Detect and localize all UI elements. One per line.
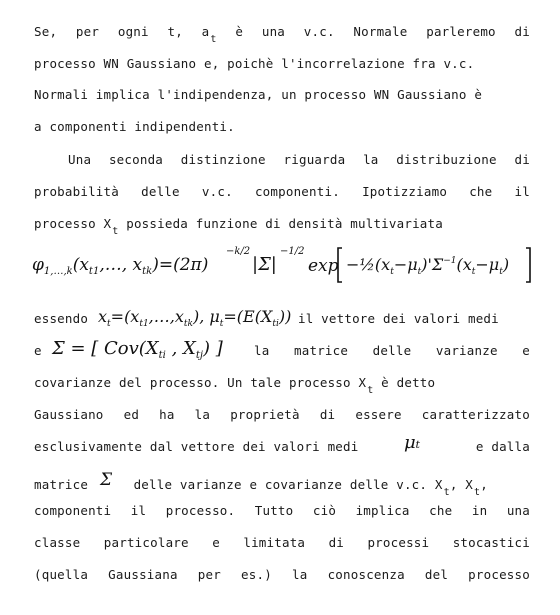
word: la — [292, 567, 308, 582]
text-line-12-pre: esclusivamente dal vettore dei valori medi — [34, 439, 359, 454]
word: stocastici — [452, 535, 530, 550]
text-line-8-post: il vettore dei valori medi — [298, 311, 499, 326]
word: parleremo — [426, 24, 496, 39]
word: Una — [68, 152, 92, 167]
word: per — [75, 24, 100, 39]
word: che — [469, 184, 493, 199]
word: delle — [141, 184, 180, 199]
handwritten-density-formula — [30, 238, 535, 288]
word: in — [471, 503, 488, 518]
word: la — [363, 152, 379, 167]
word: per — [197, 567, 221, 582]
text: processo X — [34, 216, 112, 231]
word: implica — [355, 503, 410, 518]
word: è — [235, 24, 244, 39]
text-line-16 — [34, 567, 530, 583]
text: , X — [449, 477, 474, 492]
svg-text:Σ: Σ — [99, 471, 113, 490]
word: caratterizzato — [421, 407, 530, 422]
word: distinzione — [180, 152, 266, 167]
word: il — [514, 184, 530, 199]
word: distribuzione — [396, 152, 497, 167]
text-line-3: Normali implica l'indipendenza, un processo WN Gaussiano è — [34, 87, 483, 102]
word: limitata — [243, 535, 306, 550]
word: probabilità — [34, 184, 119, 199]
formula-quadratic: $-\frac{1}{2}(x_t-\mu_t)'\Sigma^{-1}(x_t-\mu_t)$ — [346, 255, 510, 277]
word: e — [522, 343, 530, 358]
formula-exp: exp — [308, 256, 339, 276]
text-line-8-pre: essendo — [34, 311, 89, 326]
word: una — [506, 503, 530, 518]
word: seconda — [108, 152, 164, 167]
word: di — [319, 407, 336, 422]
text: delle varianze e covarianze delle v.c. X — [133, 477, 443, 492]
subscript: t — [112, 226, 119, 237]
word: Se, — [34, 24, 58, 39]
word: Tutto — [254, 503, 294, 518]
word: Gaussiana — [108, 567, 178, 582]
formula-det: |Σ| — [252, 254, 277, 275]
word: componenti. — [254, 184, 340, 199]
word: particolare — [103, 535, 189, 550]
subscript: t — [474, 487, 481, 498]
word: Gaussiano — [34, 407, 104, 422]
formula-phi: $\varphi_{1,\dots,k}(x_{t1},\dots$, $x_{tk})=(2\pi)$ — [32, 255, 209, 277]
word: processo. — [165, 503, 236, 518]
word: v.c. — [201, 184, 233, 199]
word: Normale — [353, 24, 408, 39]
word: una — [261, 24, 286, 39]
text-line-13 — [34, 471, 530, 498]
word: proprietà — [230, 407, 300, 422]
text: possieda funzione di densità multivariata — [118, 216, 443, 231]
handwritten-mu — [402, 428, 436, 456]
formula-mu-t: μₜ — [404, 432, 421, 453]
word: la — [254, 343, 270, 358]
text: covarianze del processo. Un tale processo X — [34, 375, 367, 390]
text-line-9-pre: e — [34, 343, 42, 358]
word: varianze — [435, 343, 498, 358]
text-line-12-post: e dalla — [475, 439, 530, 454]
word: ogni — [117, 24, 149, 39]
text-line-2: processo WN Gaussiano e, poichè l'incorrelazione fra v.c. — [34, 56, 475, 71]
text-line-14 — [34, 503, 530, 519]
subscript: t — [210, 34, 217, 45]
text: matrice — [34, 477, 89, 492]
handwritten-covariance-matrix — [50, 328, 240, 364]
text-line-1 — [34, 24, 530, 45]
word: il — [130, 503, 147, 518]
text-line-6 — [34, 184, 530, 200]
text-line-4: a componenti indipendenti. — [34, 119, 235, 134]
word: t, — [167, 24, 183, 39]
handwritten-vector-definition — [96, 298, 306, 332]
word: riguarda — [283, 152, 346, 167]
word: di — [328, 535, 345, 550]
text-line-10 — [34, 375, 530, 396]
word: conoscenza — [327, 567, 405, 582]
word: e — [212, 535, 220, 550]
formula-exp1: −k/2 — [226, 246, 251, 257]
word: es.) — [241, 567, 272, 582]
text-line-5 — [68, 152, 530, 168]
word: processo — [468, 567, 530, 582]
word-a-sub-t — [201, 24, 217, 45]
formula-xt: $x_t=(x_{t1},\dots,x_{tk})$, $\mu_t=(E(X_{ti}))$ — [98, 307, 292, 329]
word: ed — [123, 407, 140, 422]
word: essere — [355, 407, 402, 422]
formula-sigma-cov: Σ = [ $Cov(X_{ti}$ , $X_{tj}$) ] — [52, 338, 223, 361]
text-line-9-post — [254, 343, 530, 359]
word: a — [201, 24, 210, 39]
word: ha — [159, 407, 175, 422]
text-line-7 — [34, 216, 530, 237]
word: la — [194, 407, 211, 422]
word: matrice — [294, 343, 349, 358]
subscript: t — [367, 385, 374, 396]
text: , — [480, 477, 488, 492]
word: Ipotizziamo — [362, 184, 448, 199]
word: del — [424, 567, 449, 582]
subscript: t — [443, 487, 450, 498]
word: delle — [372, 343, 412, 358]
text-line-15 — [34, 535, 530, 551]
word: (quella — [34, 567, 89, 582]
word: v.c. — [303, 24, 335, 39]
formula-exp2: −1/2 — [280, 246, 305, 257]
word: componenti — [34, 503, 112, 518]
word: ciò — [312, 503, 337, 518]
word: di — [514, 24, 530, 39]
text-line-11 — [34, 407, 530, 423]
text: è detto — [373, 375, 436, 390]
word: di — [514, 152, 530, 167]
word: che — [429, 503, 453, 518]
word: classe — [34, 535, 81, 550]
word: processi — [367, 535, 430, 550]
handwritten-sigma — [96, 471, 126, 491]
